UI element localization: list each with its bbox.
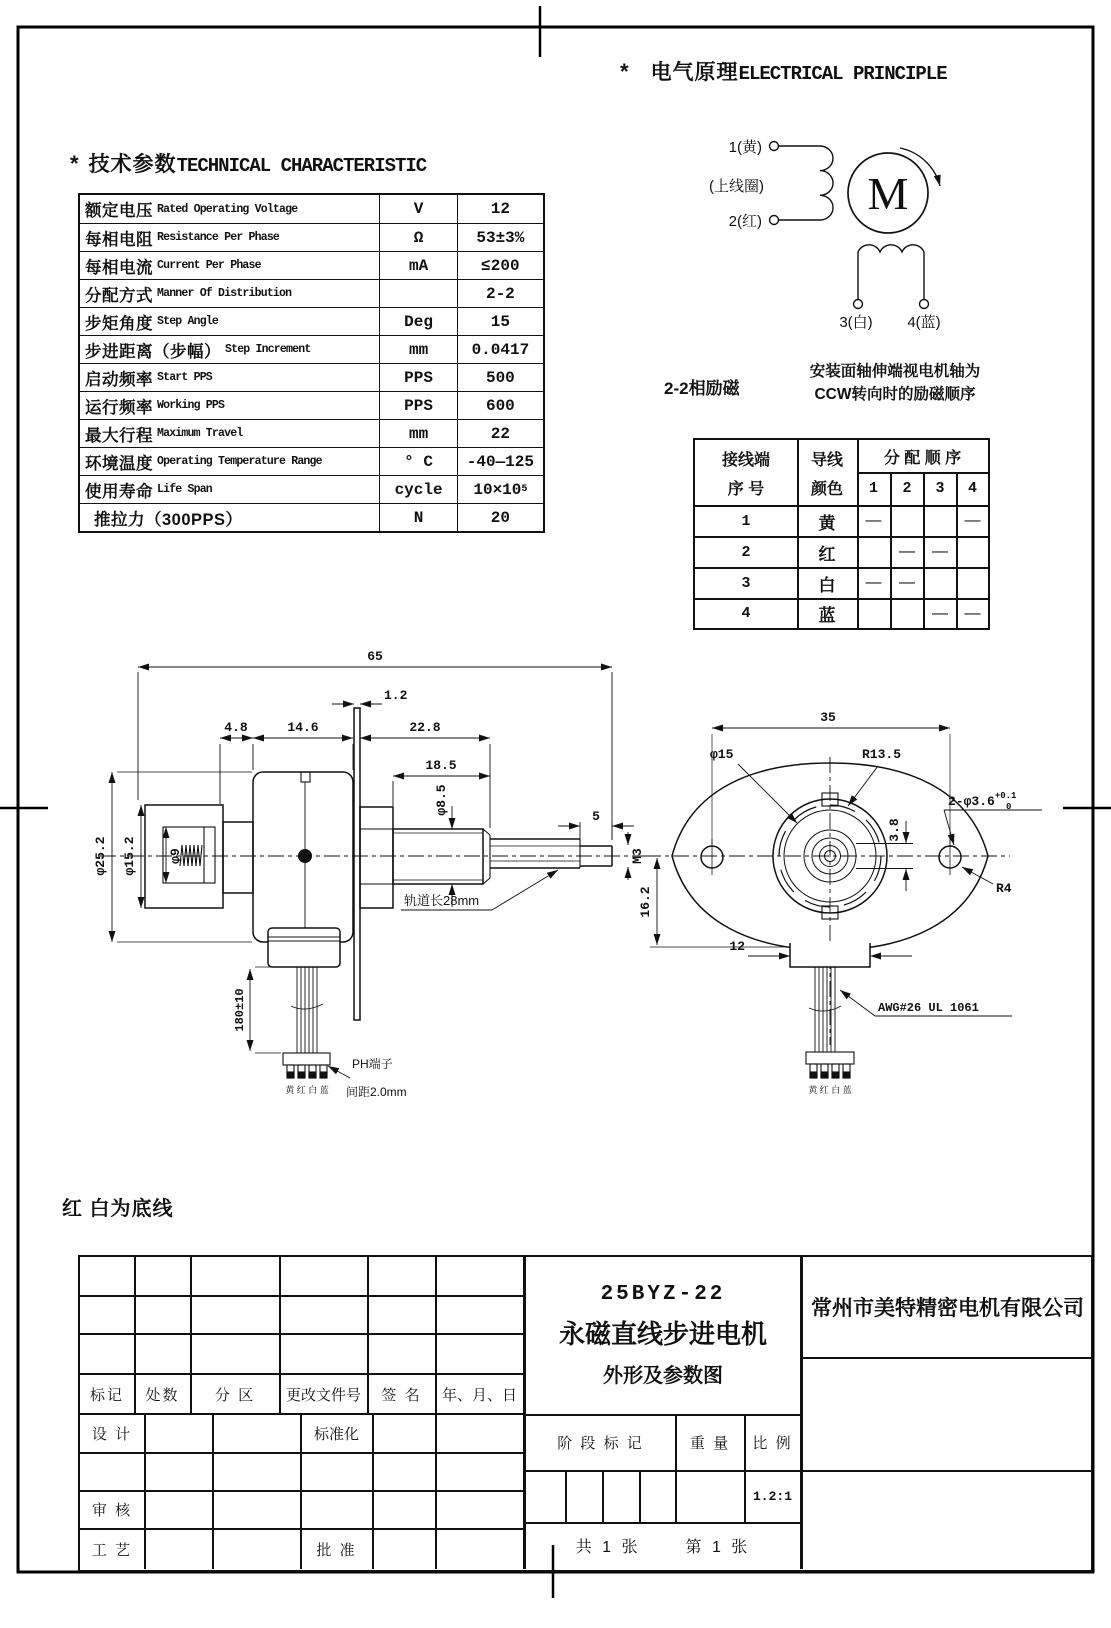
wire-color: 蓝 [818, 606, 836, 625]
side-wire-colors-label: 黄 红 白 蓝 [285, 1085, 329, 1095]
sheet-number: 第 1 张 [685, 1539, 751, 1556]
seq-cell: — [932, 543, 948, 560]
row-name-cn: 分配方式 [85, 286, 153, 305]
dim-mounting-holes [948, 791, 1017, 812]
excitation-note [770, 360, 1020, 406]
technical-table [78, 193, 545, 533]
row-value [457, 224, 543, 251]
excitation-note-line2: CCW转向时的励磁顺序 [814, 386, 976, 403]
excitation-table [693, 438, 990, 630]
dim-holes-tol-sup: +0.1 [994, 791, 1017, 801]
seq-cell: — [964, 604, 981, 622]
row-name-cn: 推拉力（300PPS） [94, 510, 243, 529]
sig-check-label: 审 核 [91, 1501, 133, 1519]
dim-mid-diameter: φ15.2 [122, 836, 137, 876]
tech-title-en: TECHNICAL CHARACTERISTIC [176, 155, 427, 177]
terminal-no: 1 [741, 512, 751, 530]
row-name-cn: 运行频率 [85, 398, 153, 417]
terminal-1-label: 1(黄) [728, 139, 762, 156]
seq-col-2: 2 [902, 480, 912, 497]
row-value-text: 15 [490, 312, 510, 331]
row-name-en: Step Angle [157, 315, 219, 328]
tech-title-cn: 技术参数 [88, 153, 177, 176]
terminal-no: 2 [741, 543, 751, 561]
wire-color: 黄 [818, 513, 836, 533]
row-name-cn: 额定电压 [85, 202, 153, 220]
electrical-schematic [770, 142, 941, 309]
electrical-title-en: ELECTRICAL PRINCIPLE [738, 63, 947, 85]
seq-cell: — [964, 512, 981, 529]
row-name-cn: 每相电阻 [85, 230, 153, 249]
row-value-text: 22 [490, 424, 510, 443]
terminal-2-label: 2(红) [728, 213, 762, 230]
row-name-cn: 启动频率 [85, 370, 153, 389]
header-wire-line2: 颜色 [810, 480, 843, 498]
dim-front-length: 22.8 [409, 720, 441, 735]
row-unit: PPS [379, 364, 456, 391]
row-name-en: Maximum Travel [157, 427, 243, 440]
row-value-text: 20 [490, 508, 510, 527]
row-name-en: Resistance Per Phase [157, 231, 280, 244]
seq-cell [857, 537, 890, 567]
seq-cell [857, 599, 890, 628]
front-ph-connector-icon [806, 1052, 854, 1078]
row-value-text: 10×10 [473, 480, 522, 499]
seq-col-4: 4 [967, 480, 977, 497]
header-wire-line1: 导线 [810, 451, 843, 469]
row-value [457, 364, 543, 391]
title-block [78, 1255, 1093, 1572]
table-row [80, 195, 543, 223]
wire-color: 红 [818, 544, 836, 564]
electrical-title-star: * [620, 59, 629, 84]
seq-cell [957, 537, 988, 567]
dim-outer-diameter: φ25.2 [93, 836, 108, 876]
header-sequence: 分 配 顺 序 [883, 449, 962, 467]
seq-cell: — [899, 574, 915, 591]
seq-col-1: 1 [868, 480, 878, 497]
lower-coil-icon [858, 245, 924, 252]
row-unit: V [379, 195, 456, 223]
upper-coil-label: (上线圈) [709, 178, 764, 195]
wiring-base-note: 红 白为底线 [62, 1198, 174, 1220]
row-value-text: -40—125 [466, 452, 534, 471]
ph-connector-icon [283, 1053, 330, 1078]
sheet-count-cell [526, 1522, 800, 1569]
seq-cell [924, 568, 956, 598]
dim-flat-width: 3.8 [887, 818, 902, 842]
row-unit: mm [379, 420, 456, 447]
row-value [457, 420, 543, 447]
sheets-total: 共 1 张 [575, 1539, 641, 1556]
row-name-en: Working PPS [157, 399, 225, 412]
row-value [457, 308, 543, 335]
sig-standardize-label: 标准化 [313, 1426, 359, 1443]
table-row [80, 391, 543, 419]
table-row [80, 251, 543, 279]
row-value-text: 53±3% [476, 228, 525, 247]
row-unit [379, 280, 456, 307]
terminal-no: 3 [741, 574, 751, 592]
dim-corner-radius: R4 [996, 881, 1012, 896]
row-value-text: 0.0417 [471, 340, 530, 359]
side-view-dimensions [112, 667, 634, 1078]
row-unit: ° C [379, 448, 456, 475]
sig-approve-label: 批 准 [316, 1541, 357, 1559]
row-value [457, 252, 543, 279]
dim-body-length: 14.6 [287, 720, 319, 735]
row-name-en: Life Span [157, 483, 212, 496]
spring-icon [180, 845, 202, 866]
row-unit: PPS [379, 392, 456, 419]
dim-tube-diameter: φ8.5 [434, 784, 449, 816]
row-value [457, 336, 543, 363]
dim-rear-length: 4.8 [224, 720, 248, 735]
rev-header-mark: 标记 [89, 1386, 124, 1404]
terminal-3-label: 3(白) [839, 314, 873, 331]
row-value [457, 504, 543, 531]
row-unit: mA [379, 252, 456, 279]
row-value-sup: 5 [521, 484, 528, 495]
scale-value: 1.2:1 [752, 1488, 792, 1504]
rev-header-count: 处数 [145, 1386, 180, 1404]
schematic-labels [709, 138, 941, 331]
electrical-title-cn: 电气原理 [650, 61, 739, 84]
dim-holes-tol-sub: 0 [1006, 802, 1012, 812]
row-value-text: 600 [485, 396, 515, 415]
row-value [457, 280, 543, 307]
excitation-note-line1: 安装面轴伸端视电机轴为 [809, 363, 981, 380]
table-row [80, 307, 543, 335]
row-value [457, 476, 543, 503]
seq-cell [891, 599, 923, 628]
row-name-cn: 使用寿命 [85, 482, 153, 501]
row-name-en: Manner Of Distribution [157, 287, 292, 300]
dim-tab-width: 12 [729, 939, 745, 954]
row-value [457, 392, 543, 419]
row-name-cn: 最大行程 [85, 426, 153, 445]
ph-terminal-label: PH端子 [352, 1057, 393, 1071]
lead-wires [291, 967, 323, 1053]
dim-lead-length: 180±10 [233, 988, 247, 1032]
sig-process-label: 工 艺 [91, 1541, 133, 1559]
table-row [80, 503, 543, 531]
table-row [80, 279, 543, 307]
seq-cell: — [865, 574, 882, 591]
upper-coil-icon [820, 146, 833, 220]
terminal-4-label: 4(蓝) [907, 314, 941, 331]
dim-flange-thickness: 1.2 [384, 688, 408, 703]
seq-cell [891, 506, 923, 536]
row-value-text: ≤200 [481, 256, 520, 275]
row-name-cn: 步进距离（步幅） [85, 342, 221, 361]
row-name-cn: 步矩角度 [85, 314, 153, 333]
rev-header-date: 年、月、日 [441, 1386, 517, 1404]
scale-label: 比 例 [752, 1434, 793, 1452]
terminal-no: 4 [741, 605, 751, 622]
row-name-en: Operating Temperature Range [157, 455, 322, 468]
drawing-name-cell [526, 1257, 800, 1414]
seq-cell [924, 506, 956, 536]
side-view-dim-labels [93, 649, 645, 1032]
front-wire-colors-label: 黄 红 白 蓝 [808, 1085, 852, 1095]
row-unit: Deg [379, 308, 456, 335]
row-name-en: Step Increment [225, 343, 311, 356]
dim-stud-thread: M3 [630, 848, 645, 864]
product-name: 永磁直线步进电机 [558, 1319, 767, 1349]
table-row [80, 447, 543, 475]
company-name: 常州市美特精密电机有限公司 [811, 1297, 1084, 1320]
row-unit: N [379, 504, 456, 531]
doc-type: 外形及参数图 [603, 1365, 723, 1387]
tech-title [70, 148, 426, 178]
wire-color: 白 [818, 575, 836, 595]
dim-thread-length: 18.5 [425, 758, 457, 773]
seq-cell [957, 568, 988, 598]
row-unit: cycle [379, 476, 456, 503]
stage-mark-label: 阶 段 标 记 [557, 1434, 644, 1452]
dim-pilot-diameter: φ15 [710, 747, 734, 762]
rev-header-zone: 分 区 [214, 1386, 256, 1404]
row-value-text: 12 [490, 200, 510, 218]
seq-cell: — [932, 604, 948, 622]
rev-header-docno: 更改文件号 [285, 1386, 361, 1404]
dim-holes-main: 2-φ3.6 [948, 794, 995, 809]
row-value [457, 448, 543, 475]
row-unit: mm [379, 336, 456, 363]
seq-cell: — [899, 543, 915, 560]
header-terminal-line1: 接线端 [721, 451, 770, 469]
motor-letter: M [867, 168, 909, 219]
row-name-cn: 环境温度 [85, 454, 153, 473]
side-view [100, 708, 660, 1078]
tech-title-star: * [70, 151, 79, 176]
seq-cell: — [865, 512, 882, 529]
row-value [457, 195, 543, 223]
row-name-cn: 每相电流 [85, 258, 153, 277]
phase-mode-label: 2-2相励磁 [664, 379, 740, 398]
sig-design-label: 设 计 [91, 1426, 133, 1443]
row-value-text: 500 [485, 368, 515, 387]
dim-body-radius: R13.5 [862, 747, 902, 762]
row-name-en: Rated Operating Voltage [157, 202, 298, 216]
seq-col-3: 3 [935, 480, 945, 497]
dim-overall-length: 65 [367, 649, 383, 664]
table-row [80, 335, 543, 363]
row-unit: Ω [379, 224, 456, 251]
model-number: 25BYZ-22 [600, 1283, 726, 1306]
weight-label: 重 量 [689, 1434, 731, 1452]
dim-height: 16.2 [638, 886, 653, 918]
pitch-label: 间距2.0mm [346, 1085, 407, 1099]
electrical-title [620, 56, 947, 86]
row-value-text: 2-2 [485, 284, 515, 303]
wire-spec-label: AWG#26 UL 1061 [878, 1001, 979, 1015]
table-row [80, 419, 543, 447]
row-name-en: Current Per Phase [157, 259, 261, 272]
row-name-en: Start PPS [157, 371, 212, 384]
side-view-text-labels [285, 893, 479, 1099]
table-row [80, 223, 543, 251]
table-row [80, 475, 543, 503]
header-terminal-line2: 序 号 [727, 480, 765, 498]
dim-hole-span: 35 [820, 710, 836, 725]
dim-spring-diameter: φ9 [168, 848, 183, 864]
dim-stud-length: 5 [592, 809, 600, 824]
rev-header-sign: 签 名 [381, 1386, 422, 1404]
track-length-label: 轨道长28mm [404, 893, 480, 908]
table-row [80, 363, 543, 391]
